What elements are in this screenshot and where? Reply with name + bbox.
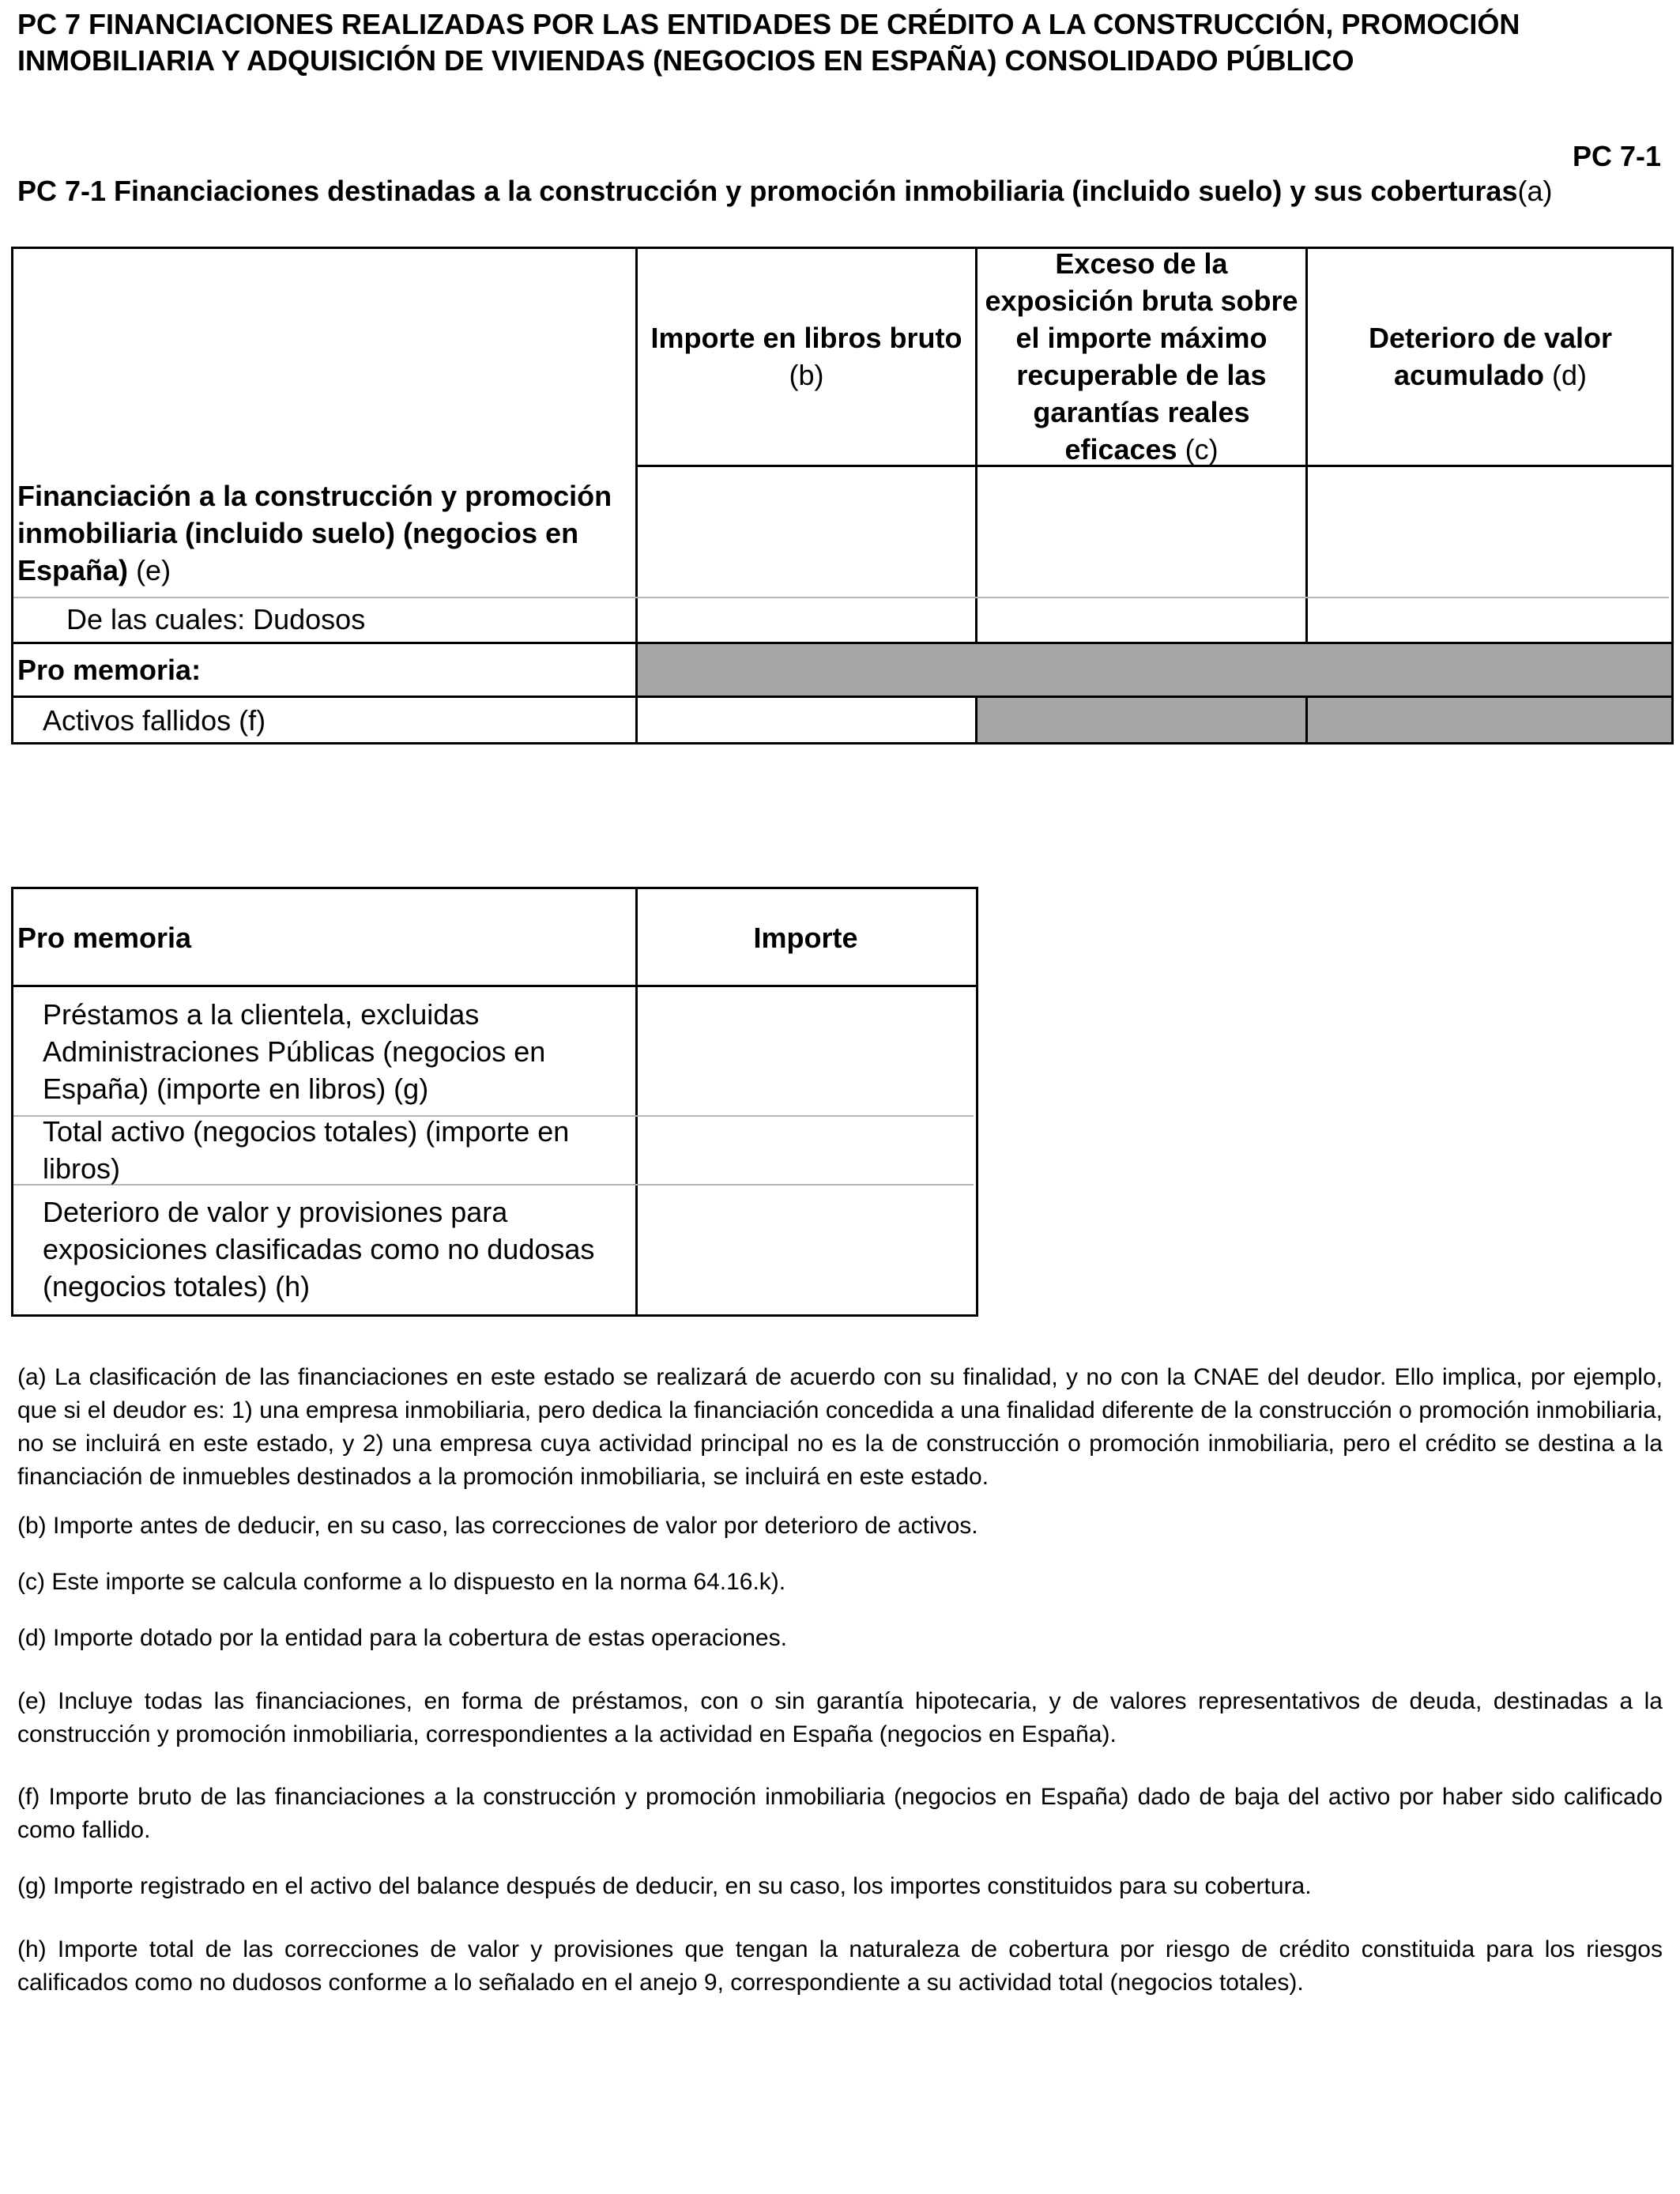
cell-financiacion-exceso[interactable] [977,467,1305,597]
cell-deterioro-importe[interactable] [638,1186,974,1312]
cell-total-activo-importe[interactable] [638,1117,974,1184]
footnote-e: (e) Incluye todas las financiaciones, en forma de préstamos, con o sin garantía hipotecaria, y de valores representativos de deuda, destinadas a la construcción y promoción inmobiliaria, correspondientes a la actividad en España (negocios en España). [17,1688,1663,1747]
cell-financiacion-importe-bruto[interactable] [638,467,975,597]
fallidos-deterioro-shaded-cell [1307,697,1671,742]
footnote-a: (a) La clasificación de las financiaciones en este estado se realizará de acuerdo con su finalidad, y no con la CNAE del deudor. Ello implica, por ejemplo, que si el deudor es: 1) una empresa inmobiliaria, pero dedica la financiación concedida a una finalidad diferente de la construcción o promoción inmobiliaria, no se incluirá en este estado, y 2) una empresa cuya actividad principal no es la de construcción o promoción inmobiliaria, pero el crédito se destina a la financiación de inmuebles destinados a la promoción inmobiliaria, se incluirá en este estado. [17,1364,1663,1490]
header-importe-libros-bruto-ref: (b) [789,359,824,391]
header-exceso-exposicion-ref: (c) [1185,433,1219,466]
section-subtitle-note-ref: (a) [1517,175,1553,207]
footnote-c: (c) Este importe se calcula conforme a lo dispuesto en la norma 64.16.k). [17,1569,786,1595]
row-financiacion-construccion-label: Financiación a la construcción y promoción inmobiliaria (incluido suelo) (negocios en España) [17,480,612,586]
table1-col-divider [1305,697,1308,742]
footnote-d: (d) Importe dotado por la entidad para la cobertura de estas operaciones. [17,1625,787,1651]
header-exceso-exposicion [977,245,1305,468]
form-code: PC 7-1 [1572,140,1661,172]
footnote-f: (f) Importe bruto de las financiaciones a la construcción y promoción inmobiliaria (negocios en España) dado de baja del activo por haber sido calificado como fallido. [17,1784,1663,1843]
pro-memoria-shaded-cell [637,643,1671,697]
footnote-h: (h) Importe total de las correcciones de valor y provisiones que tengan la naturaleza de cobertura por riesgo de crédito constituida para los riesgos calificados como no dudosos conforme a lo señalado en el anejo 9, correspondiente a su actividad total (negocios totales). [17,1936,1663,1996]
cell-prestamos-importe[interactable] [638,987,974,1115]
fallidos-exceso-shaded-cell [977,697,1307,742]
footnotes [17,1361,1663,2000]
row-financiacion-construccion [17,477,634,589]
row-deterioro-provisiones: Deterioro de valor y provisiones para exposiciones clasificadas como no dudosas (negocios totales) (h) [43,1196,595,1302]
table1-col-divider [975,697,977,742]
cell-dudosos-deterioro[interactable] [1308,598,1669,642]
header-deterioro-valor [1343,319,1637,394]
footnote-b: (b) Importe antes de deducir, en su caso, las correcciones de valor por deterioro de activos. [17,1513,978,1539]
header-exceso-exposicion-label: Exceso de la exposición bruta sobre el importe máximo recuperable de las garantías reales eficaces [985,247,1298,466]
header-deterioro-valor-label: Deterioro de valor acumulado [1368,322,1613,391]
row-total-activo: Total activo (negocios totales) (importe en libros) [43,1115,570,1185]
table2-header-importe: Importe [753,922,858,954]
row-dudosos: De las cuales: Dudosos [66,603,366,635]
row-pro-memoria: Pro memoria: [17,654,202,686]
header-importe-libros-bruto [638,319,975,394]
row-activos-fallidos: Activos fallidos (f) [43,704,266,737]
cell-financiacion-deterioro[interactable] [1308,467,1669,597]
table1-row-divider [11,642,1671,644]
table2-header-label: Pro memoria [17,922,192,954]
page-title: PC 7 FINANCIACIONES REALIZADAS POR LAS ENTIDADES DE CRÉDITO A LA CONSTRUCCIÓN, PROMOCIÓN INMOBILIARIA Y ADQUISICIÓN DE VIVIENDAS (NEGOCIOS EN ESPAÑA) CONSOLIDADO PÚBLICO [17,8,1520,77]
section-subtitle-text: PC 7-1 Financiaciones destinadas a la construcción y promoción inmobiliaria (incluido suelo) y sus coberturas [17,175,1518,207]
header-importe-libros-bruto-label: Importe en libros bruto [650,322,962,354]
footnote-g: (g) Importe registrado en el activo del balance después de deducir, en su caso, los importes constituidos para su cobertura. [17,1873,1312,1899]
cell-dudosos-importe-bruto[interactable] [638,598,975,642]
header-deterioro-valor-ref: (d) [1552,359,1588,391]
cell-dudosos-exceso[interactable] [977,598,1305,642]
section-subtitle [17,174,1552,209]
row-prestamos-clientela: Préstamos a la clientela, excluidas Administraciones Públicas (negocios en España) (importe en libros) (g) [43,998,546,1105]
cell-fallidos-importe-bruto[interactable] [638,698,975,740]
row-financiacion-construccion-ref: (e) [136,554,171,586]
